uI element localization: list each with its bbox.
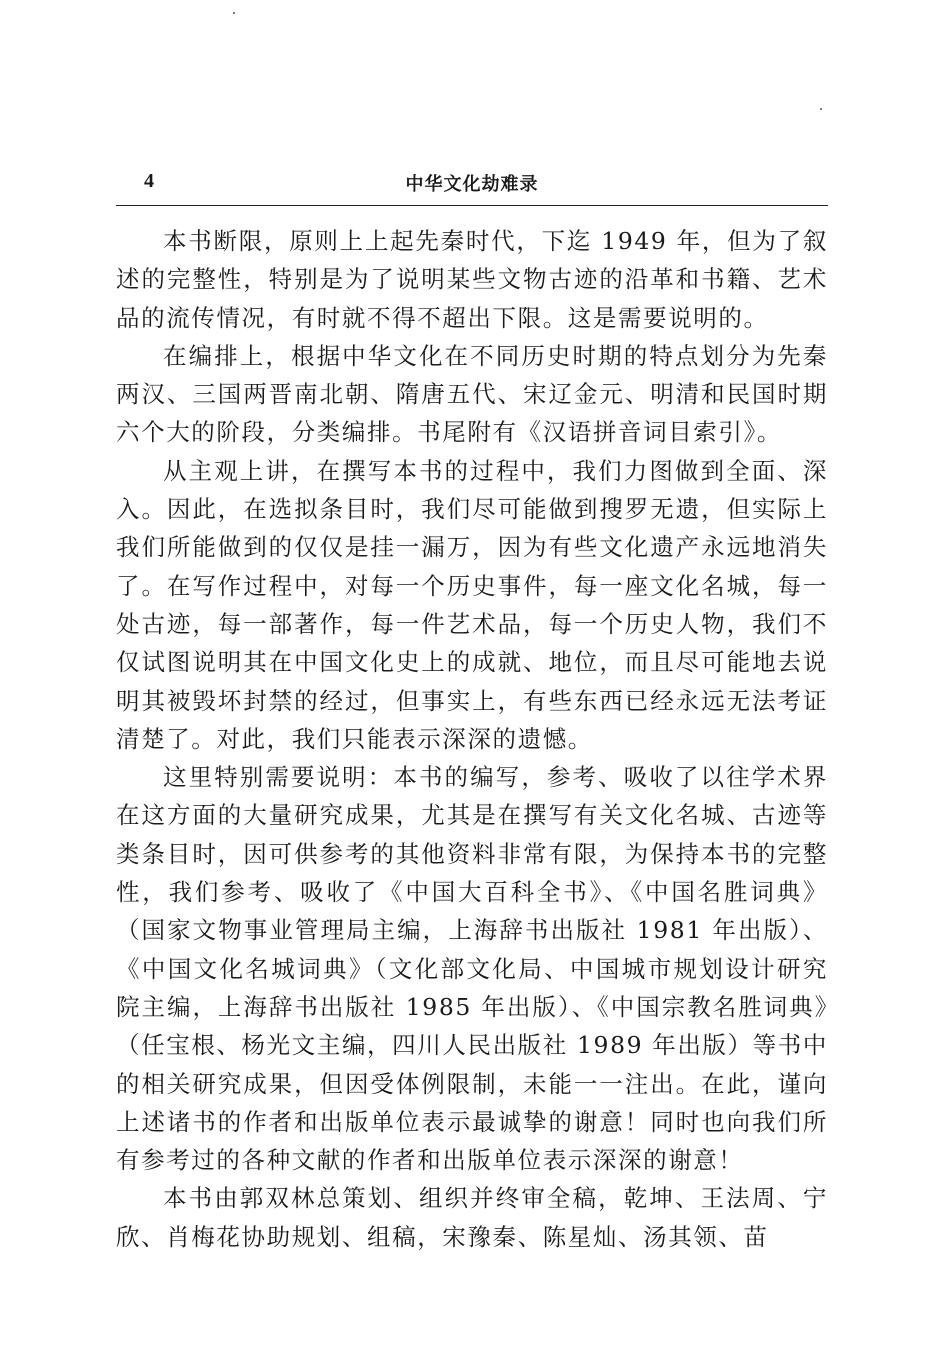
- page-header: [116, 170, 828, 206]
- paragraph: 在编排上，根据中华文化在不同历史时期的特点划分为先秦两汉、三国两晋南北朝、隋唐五代、宋辽金元、明清和民国时期六个大的阶段，分类编排。书尾附有《汉语拼音词目索引》。: [116, 341, 828, 447]
- paragraph: 从主观上讲，在撰写本书的过程中，我们力图做到全面、深入。因此，在选拟条目时，我们尽可能做到搜罗无遗，但实际上我们所能做到的仅仅是挂一漏万，因为有些文化遗产永远地消失了。在写作过程中，对每一个历史事件，每一座文化名城，每一处古迹，每一部著作，每一件艺术品，每一个历史人物，我们不仅试图说明其在中国文化史上的成就、地位，而且尽可能地去说明其被毁坏封禁的经过，但事实上，有些东西已经永远无法考证清楚了。对此，我们只能表示深深的遗憾。: [116, 456, 828, 753]
- header-rule: [116, 205, 828, 206]
- scan-speck: [233, 12, 235, 14]
- page-number: 4: [144, 170, 154, 192]
- running-title: 中华文化劫难录: [405, 174, 539, 195]
- paragraph: 这里特别需要说明：本书的编写，参考、吸收了以往学术界在这方面的大量研究成果，尤其是在撰写有关文化名城、古迹等类条目时，因可供参考的其他资料非常有限，为保持本书的完整性，我们参考、吸收了《中国大百科全书》、《中国名胜词典》（国家文物事业管理局主编，上海辞书出版社 1981 年出版）、《中国文化名城词典》（文化部文化局、中国城市规划设计研究院主编，上海辞书出版社 1985 年出版）、《中国宗教名胜词典》（任宝根、杨光文主编，四川人民出版社 1989 年出版）等书中的相关研究成果，但因受体例限制，未能一一注出。在此，谨向上述诸书的作者和出版单位表示最诚挚的谢意！同时也向我们所有参考过的各种文献的作者和出版单位表示深深的谢意！: [116, 763, 828, 1175]
- body-text: [116, 222, 828, 1256]
- paragraph: 本书断限，原则上上起先秦时代，下迄 1949 年，但为了叙述的完整性，特别是为了说明某些文物古迹的沿革和书籍、艺术品的流传情况，有时就不得不超出下限。这是需要说明的。: [116, 227, 828, 332]
- paragraph: 本书由郭双林总策划、组织并终审全稿，乾坤、王法周、宁欣、肖梅花协助规划、组稿，宋豫秦、陈星灿、汤其领、苗: [116, 1184, 828, 1251]
- scan-speck: [820, 108, 822, 110]
